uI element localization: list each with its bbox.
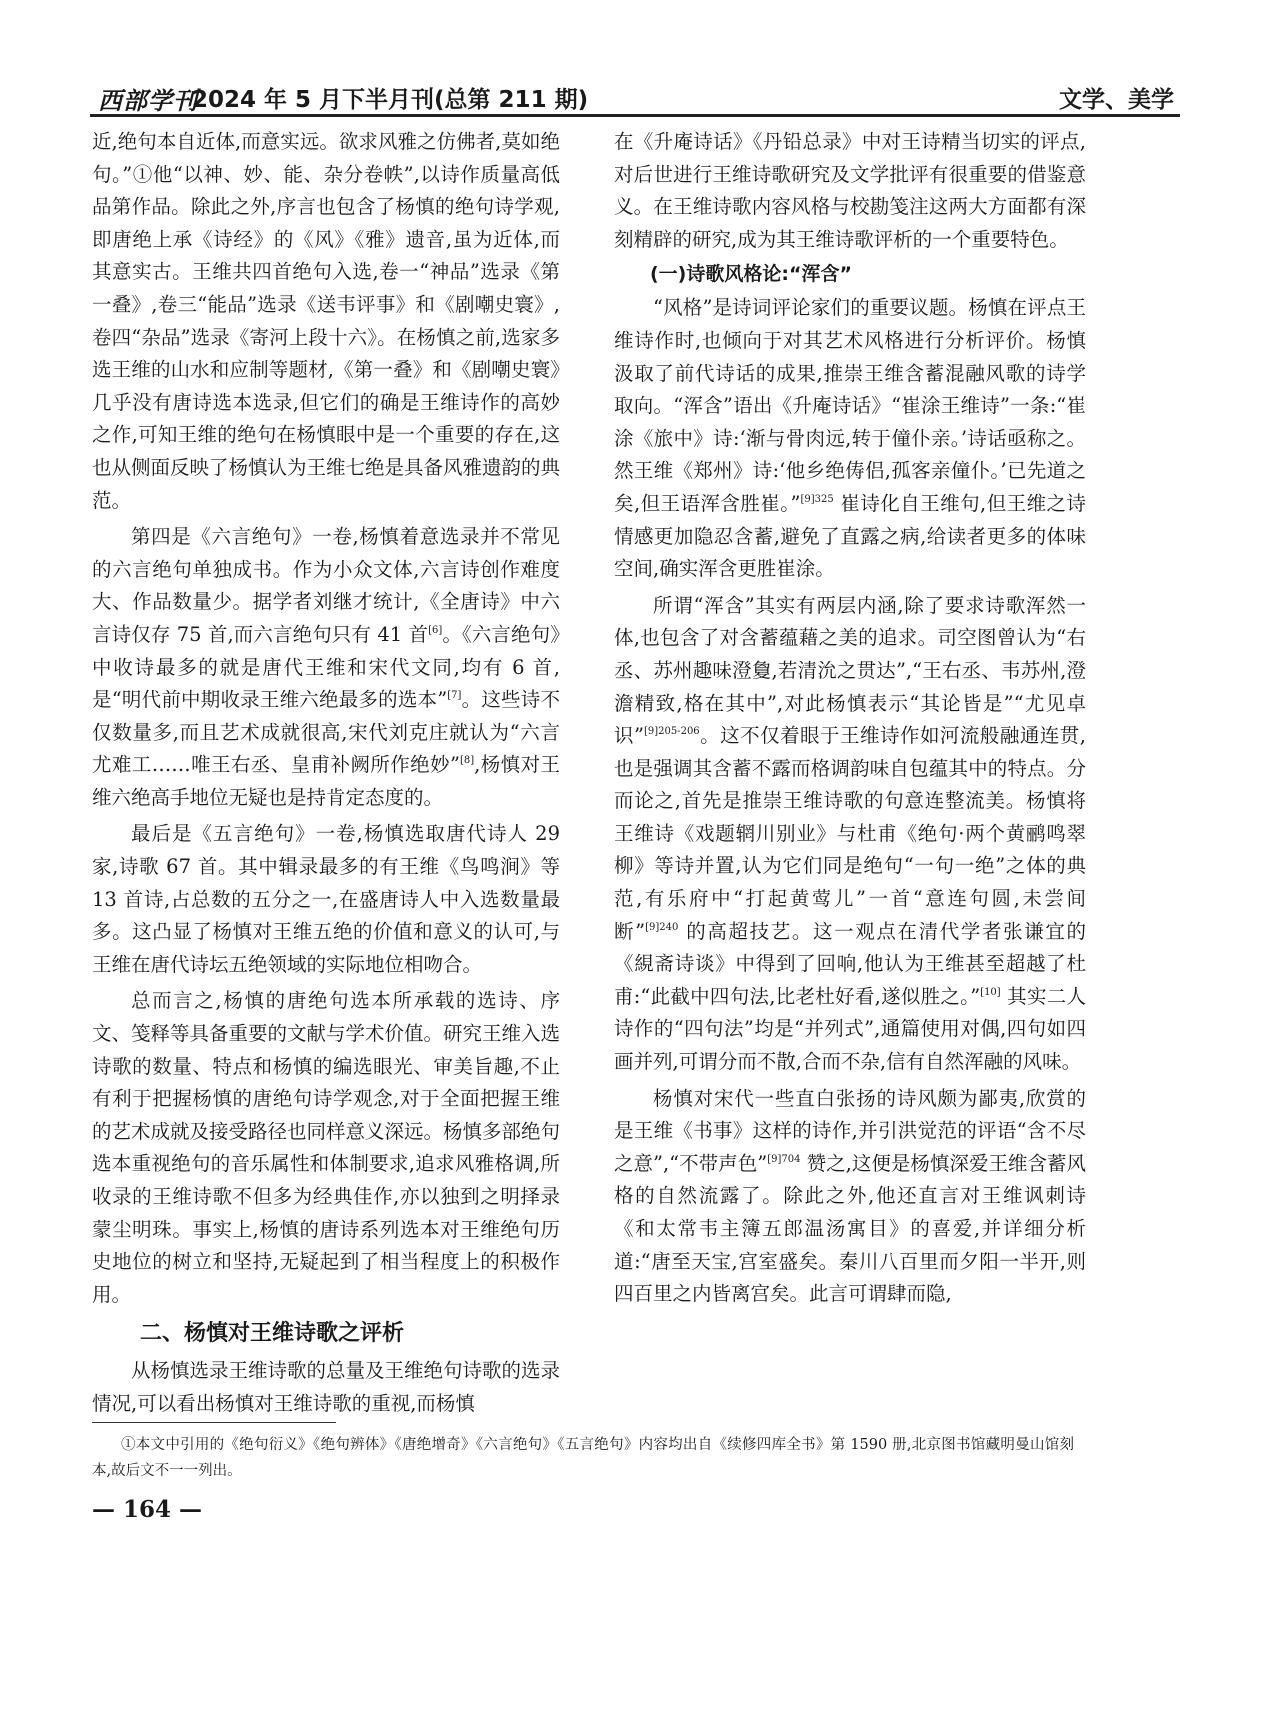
body-paragraph: 总而言之,杨慎的唐绝句选本所承载的选诗、序文、笺释等具备重要的文献与学术价值。研究王维入选诗歌的数量、特点和杨慎的编选眼光、审美旨趣,不止有利于把握杨慎的唐绝句诗学观念,对于全面把握王维的艺术成就及接受路径也同样意义深远。杨慎多部绝句选本重视绝句的音乐属性和体制要求,追求风雅格调,所收录的王维诗歌不但多为经典佳作,亦以独到之明择录蒙尘明珠。事实上,杨慎的唐诗系列选本对王维绝句历史地位的树立和坚持,无疑起到了相当程度上的积极作用。 — [92, 989, 561, 1306]
body-paragraph: 在《升庵诗话》《丹铅总录》中对王诗精当切实的评点,对后世进行王维诗歌研究及文学批评有很重要的借鉴意义。在王维诗歌内容风格与校勘笺注这两大方面都有深刻精辟的研究,成为其王维诗歌评析的一个重要特色。 — [614, 130, 1086, 251]
body-paragraph: 最后是《五言绝句》一卷,杨慎选取唐代诗人 29 家,诗歌 67 首。其中辑录最多的有王维《鸟鸣涧》等 13 首诗,占总数的五分之一,在盛唐诗人中入选数量最多。这凸显了杨慎对王维五绝的价值和意义的认可,与王维在唐代诗坛五绝领域的实际地位相吻合。 — [92, 822, 560, 976]
citation-ref: [10] — [980, 986, 1001, 998]
page-number: — 164 — — [92, 1496, 203, 1523]
body-text: 的高超技艺。这一观点在清代学者张谦宜的《絸斋诗谈》中得到了回响,他认为王维甚至超越了杜甫:“此截中四句法,比老杜好看,遂似胜之。” — [614, 919, 1086, 1008]
body-paragraph — [614, 292, 1086, 585]
body-text: 第四是《六言绝句》一卷,杨慎着意选录并不常见的六言绝句单独成书。作为小众文体,六言诗创作难度大、作品数量少。据学者刘继才统计,《全唐诗》中六言诗仅存 75 首,而六言绝句只有 41 首 — [92, 525, 560, 646]
journal-issue: 2024 年 5 月下半月刊(总第 211 期) — [192, 87, 589, 113]
section-label: 文学、美学 — [1059, 87, 1174, 113]
citation-ref: [9]205-206 — [643, 726, 700, 738]
body-text: 所谓“浑含”其实有两层内涵,除了要求诗歌浑然一体,也包含了对含蓄蕴藉之美的追求。司空图曾认为“右丞、苏州趣味澄敻,若清沇之贯达”,“王右丞、韦苏州,澄澹精致,格在其中”,对此杨慎表示“其论皆是”“尤见卓识” — [614, 593, 1086, 748]
body-text: “风格”是诗词评论家们的重要议题。杨慎在评点王维诗作时,也倾向于对其艺术风格进行分析评价。杨慎汲取了前代诗话的成果,推崇王维含蓄混融风歌的诗学取向。“浑含”语出《升庵诗话》“崔涂王维诗”一条:“崔涂《旅中》诗:‘渐与骨肉远,转于僮仆亲。’诗话亟称之。然王维《郑州》诗:‘他乡绝俦侣,孤客亲僮仆。’已先道之矣,但王语浑含胜崔。” — [614, 296, 1086, 515]
body-paragraph: 近,绝句本自近体,而意实远。欲求风雅之仿佛者,莫如绝句。”①他“以神、妙、能、杂分卷帙”,以诗作质量高低品第作品。除此之外,序言也包含了杨慎的绝句诗学观,即唐绝上承《诗经》的《风》《雅》遗音,虽为近体,而其意实古。王维共四首绝句入选,卷一“神品”选录《第一叠》,卷三“能品”选录《送韦评事》和《剧嘲史寰》,卷四“杂品”选录《寄河上段十六》。在杨慎之前,选家多选王维的山水和应制等题材,《第一叠》和《剧嘲史寰》几乎没有唐诗选本选录,但它们的确是王维诗作的高妙之作,可知王维的绝句在杨慎眼中是一个重要的存在,这也从侧面反映了杨慎认为王维七绝是具备风雅遗韵的典范。 — [92, 130, 561, 512]
citation-ref: [8] — [459, 755, 475, 767]
body-paragraph — [614, 1083, 1086, 1311]
footnote: ①本文中引用的《绝句衍义》《绝句辨体》《唐绝增奇》《六言绝句》《五言绝句》内容均出自《续修四库全书》第 1590 册,北京图书馆藏明曼山馆刻本,故后文不一一列出。 — [92, 1437, 1074, 1479]
citation-ref: [9]240 — [645, 921, 679, 933]
citation-ref: [9]325 — [800, 493, 834, 505]
body-text: 赞之,这便是杨慎深爱王维含蓄风格的自然流露了。除此之外,他还直言对王维讽刺诗《和太常韦主簿五郎温汤寓目》的喜爱,并详细分析道:“唐至天宝,宫室盛矣。秦川八百里而夕阳一半开,则四百里之内皆离宫矣。此言可谓肆而隐, — [614, 1151, 1086, 1306]
citation-ref: [6] — [428, 624, 443, 636]
citation-ref: [7] — [447, 690, 462, 702]
page-header — [90, 78, 1180, 118]
footnote-rule — [92, 1422, 336, 1423]
right-column — [614, 126, 1086, 1311]
body-text: 崔诗化自王维句,但王维之诗情感更加隐忍含蓄,避免了直露之病,给读者更多的体味空间,确实浑含更胜崔涂。 — [614, 491, 1086, 581]
section-heading: 二、杨慎对王维诗歌之评析 — [140, 1321, 405, 1347]
body-paragraph — [92, 521, 560, 814]
subsection-heading: (一)诗歌风格论:“浑含” — [650, 263, 852, 286]
citation-ref: [9]704 — [767, 1153, 801, 1165]
body-text: 。这些诗不仅数量多,而且艺术成就很高,宋代刘克庄就认为“六言尤难工……唯王右丞、皇甫补阙所作绝妙” — [92, 688, 560, 777]
body-paragraph: 从杨慎选录王维诗歌的总量及王维绝句诗歌的选录情况,可以看出杨慎对王维诗歌的重视,而杨慎 — [92, 1359, 561, 1415]
body-text: 杨慎对宋代一些直白张扬的诗风颇为鄙夷,欣赏的是王维《书事》这样的诗作,并引洪觉范的评语“含不尽之意”,“不带声色” — [614, 1086, 1086, 1175]
body-paragraph — [614, 590, 1086, 1079]
body-text: ,杨慎对王维六绝高手地位无疑也是持肯定态度的。 — [92, 753, 560, 809]
body-text: 其实二人诗作的“四句法”均是“并列式”,通篇使用对偶,四句如四画并列,可谓分而不散,合而不杂,信有自然浑融的风味。 — [614, 984, 1087, 1074]
header-rule — [90, 114, 1180, 117]
body-text: 。这不仅着眼于王维诗作如河流般融通连贯,也是强调其含蓄不露而格调韵味自包蕴其中的特点。分而论之,首先是推崇王维诗歌的句意连整流美。杨慎将王维诗《戏题辋川别业》与杜甫《绝句·两个黄鹂鸣翠柳》等诗并置,认为它们同是绝句“一句一绝”之体的典范,有乐府中“打起黄莺儿”一首“意连句圆,未尝间断” — [614, 724, 1086, 943]
left-column — [92, 126, 560, 1421]
journal-logo: 西部学刊 — [98, 86, 198, 115]
body-text: 。《六言绝句》中收诗最多的就是唐代王维和宋代文同,均有 6 首,是“明代前中期收录王维六绝最多的选本” — [92, 622, 560, 712]
